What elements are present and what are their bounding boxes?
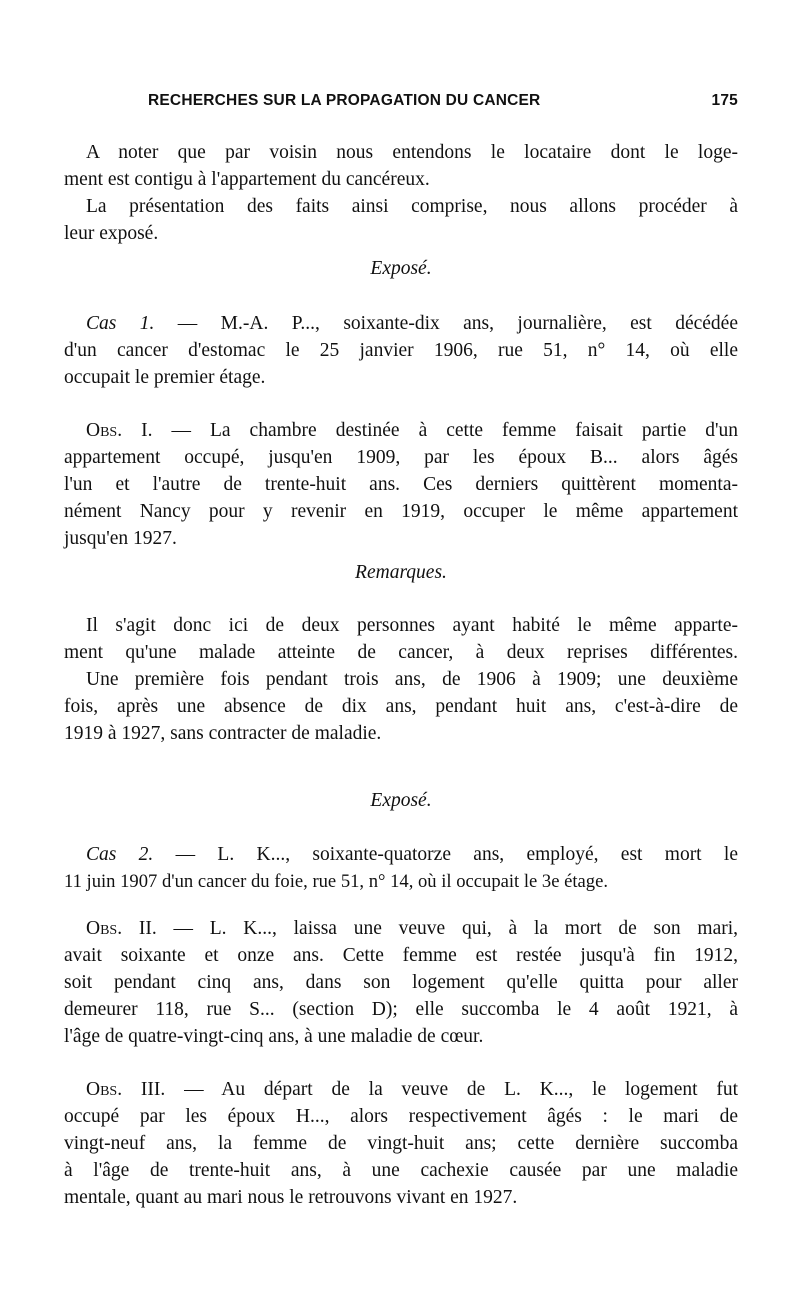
observation-label: Obs. III. bbox=[86, 1079, 166, 1100]
case-line bbox=[64, 311, 738, 337]
running-title: RECHERCHES SUR LA PROPAGATION DU CANCER bbox=[148, 92, 541, 109]
section-heading: Remarques. bbox=[355, 562, 447, 583]
observation-line: jusqu'en 1927. bbox=[64, 528, 177, 549]
observation-line bbox=[64, 1077, 738, 1103]
observation-text: — Au départ de la veuve de L. K..., le logement fut bbox=[184, 1079, 739, 1100]
paragraph-line: fois, après une absence de dix ans, pendant huit ans, c'est-à-dire de bbox=[64, 696, 738, 717]
case-line bbox=[64, 842, 738, 868]
paragraph-line: ment qu'une malade atteinte de cancer, à deux reprises différentes. bbox=[64, 642, 738, 663]
page-number: 175 bbox=[711, 92, 738, 109]
case-text: — L. K..., soixante-quatorze ans, employé, est mort le bbox=[175, 844, 738, 865]
paragraph-line: Il s'agit donc ici de deux personnes ayant habité le même apparte- bbox=[86, 615, 738, 636]
paragraph-line: La présentation des faits ainsi comprise, nous allons procéder à bbox=[86, 196, 738, 217]
observation-line bbox=[64, 916, 738, 942]
observation-line: occupé par les époux H..., alors respectivement âgés : le mari de bbox=[64, 1106, 738, 1127]
case-line: d'un cancer d'estomac le 25 janvier 1906, rue 51, n° 14, où elle bbox=[64, 340, 738, 361]
observation-text: — La chambre destinée à cette femme faisait partie d'un bbox=[171, 420, 739, 441]
observation-line: avait soixante et onze ans. Cette femme est restée jusqu'à fin 1912, bbox=[64, 945, 738, 966]
paragraph-line: Une première fois pendant trois ans, de 1906 à 1909; une deuxième bbox=[86, 669, 738, 690]
observation-line: mentale, quant au mari nous le retrouvons vivant en 1927. bbox=[64, 1187, 518, 1208]
running-header bbox=[148, 92, 742, 116]
section-heading: Exposé. bbox=[370, 790, 432, 811]
case-line: 11 juin 1907 d'un cancer du foie, rue 51, n° 14, où il occupait le 3e étage. bbox=[64, 871, 608, 892]
observation-label: Obs. II. bbox=[86, 918, 157, 939]
paragraph-line: leur exposé. bbox=[64, 223, 159, 244]
case-label: Cas 1. bbox=[86, 313, 155, 334]
observation-line: l'âge de quatre-vingt-cinq ans, à une maladie de cœur. bbox=[64, 1026, 484, 1047]
paragraph-line: 1919 à 1927, sans contracter de maladie. bbox=[64, 723, 382, 744]
observation-line: à l'âge de trente-huit ans, à une cachexie causée par une maladie bbox=[64, 1160, 738, 1181]
case-label: Cas 2. bbox=[86, 844, 154, 865]
section-heading: Exposé. bbox=[370, 258, 432, 279]
observation-line: appartement occupé, jusqu'en 1909, par les époux B... alors âgés bbox=[64, 447, 738, 468]
observation-line: soit pendant cinq ans, dans son logement qu'elle quitta pour aller bbox=[64, 972, 738, 993]
observation-label: Obs. I. bbox=[86, 420, 153, 441]
observation-line: demeurer 118, rue S... (section D); elle succomba le 4 août 1921, à bbox=[64, 999, 738, 1020]
observation-line: nément Nancy pour y revenir en 1919, occuper le même appartement bbox=[64, 501, 738, 522]
observation-line: l'un et l'autre de trente-huit ans. Ces derniers quittèrent momenta- bbox=[64, 474, 738, 495]
observation-line bbox=[64, 418, 738, 444]
case-text: — M.-A. P..., soixante-dix ans, journalière, est décédée bbox=[177, 313, 738, 334]
paragraph-line: A noter que par voisin nous entendons le locataire dont le loge- bbox=[86, 142, 738, 163]
observation-text: — L. K..., laissa une veuve qui, à la mort de son mari, bbox=[173, 918, 739, 939]
case-line: occupait le premier étage. bbox=[64, 367, 266, 388]
paragraph-line: ment est contigu à l'appartement du cancéreux. bbox=[64, 169, 430, 190]
observation-line: vingt-neuf ans, la femme de vingt-huit ans; cette dernière succomba bbox=[64, 1133, 738, 1154]
